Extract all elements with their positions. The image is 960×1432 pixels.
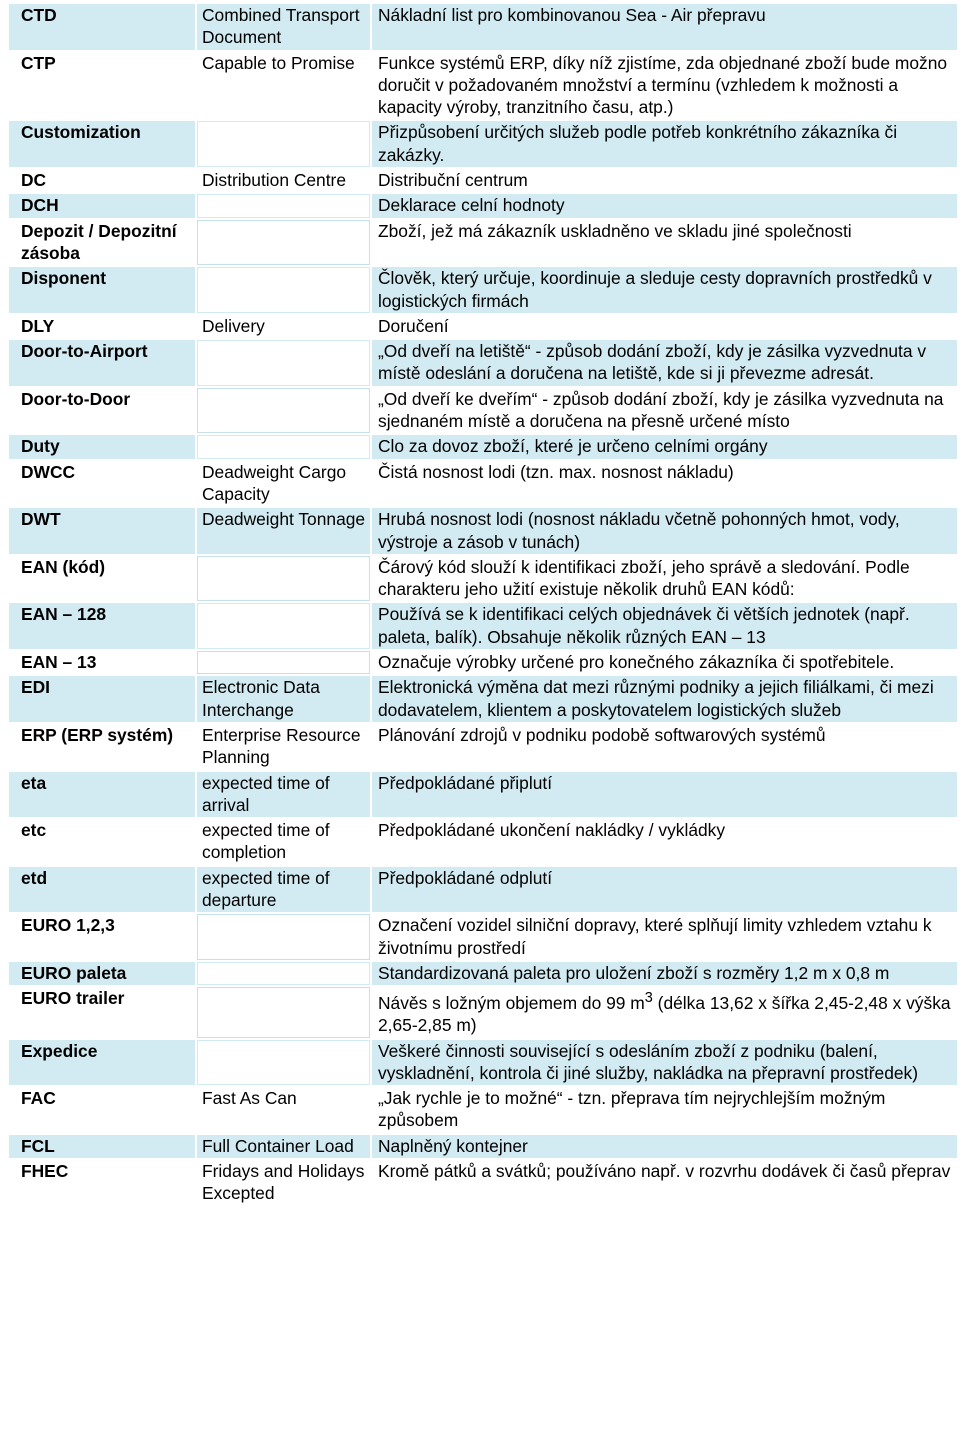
term-text: DLY — [21, 315, 55, 336]
glossary-row — [8, 219, 958, 267]
english-text: expected time of departure — [202, 867, 330, 910]
czech-text: Standardizovaná paleta pro uložení zboží s rozměry 1,2 m x 0,8 m — [378, 962, 890, 983]
english-meaning — [196, 913, 371, 961]
english-meaning — [196, 168, 371, 193]
english-meaning — [196, 51, 371, 121]
term-abbreviation — [8, 168, 196, 193]
english-meaning — [196, 3, 371, 51]
czech-definition — [371, 387, 958, 435]
term-text: CTP — [21, 52, 56, 73]
czech-definition — [371, 771, 958, 819]
term-text: FHEC — [21, 1161, 69, 1182]
english-meaning — [196, 507, 371, 555]
czech-definition — [371, 866, 958, 914]
english-meaning — [196, 460, 371, 508]
term-text: FAC — [21, 1088, 56, 1109]
czech-text: Předpokládané odplutí — [378, 867, 553, 888]
glossary-row — [8, 555, 958, 603]
glossary-row — [8, 1134, 958, 1159]
glossary-row — [8, 314, 958, 339]
czech-definition — [371, 460, 958, 508]
english-text: Distribution Centre — [202, 170, 347, 191]
glossary-table — [7, 2, 959, 1208]
term-abbreviation — [8, 555, 196, 603]
term-abbreviation — [8, 434, 196, 459]
term-text: EDI — [21, 677, 50, 698]
term-text: etc — [21, 820, 47, 841]
term-abbreviation — [8, 3, 196, 51]
czech-definition — [371, 434, 958, 459]
term-abbreviation — [8, 339, 196, 387]
english-text: Capable to Promise — [202, 52, 355, 73]
english-meaning — [196, 193, 371, 218]
english-text: Full Container Load — [202, 1135, 354, 1156]
glossary-row — [8, 460, 958, 508]
english-meaning — [196, 771, 371, 819]
term-abbreviation — [8, 120, 196, 168]
glossary-row — [8, 675, 958, 723]
term-abbreviation — [8, 1039, 196, 1087]
term-abbreviation — [8, 771, 196, 819]
czech-definition — [371, 120, 958, 168]
english-text: Delivery — [202, 315, 265, 336]
glossary-row — [8, 120, 958, 168]
czech-definition — [371, 3, 958, 51]
czech-text: Člověk, který určuje, koordinuje a sleduje cesty dopravních prostředků v logistických firmách — [378, 268, 932, 311]
term-abbreviation — [8, 723, 196, 771]
czech-definition — [371, 507, 958, 555]
czech-definition — [371, 219, 958, 267]
czech-text: Hrubá nosnost lodi (nosnost nákladu včetně pohonných hmot, vody, výstroje a zásob v tunách) — [378, 509, 900, 552]
term-text: EAN (kód) — [21, 556, 106, 577]
english-meaning — [196, 866, 371, 914]
glossary-row — [8, 986, 958, 1038]
term-text: Duty — [21, 436, 60, 457]
term-text: ERP (ERP systém) — [21, 724, 174, 745]
czech-definition — [371, 314, 958, 339]
czech-text: Přizpůsobení určitých služeb podle potřeb konkrétního zákazníka či zakázky. — [378, 122, 898, 165]
english-text: expected time of completion — [202, 820, 330, 863]
term-abbreviation — [8, 314, 196, 339]
czech-definition — [371, 723, 958, 771]
english-meaning — [196, 675, 371, 723]
term-abbreviation — [8, 818, 196, 866]
term-abbreviation — [8, 1086, 196, 1134]
glossary-row — [8, 507, 958, 555]
glossary-row — [8, 961, 958, 986]
term-text: DWCC — [21, 461, 76, 482]
english-meaning — [196, 555, 371, 603]
glossary-row — [8, 650, 958, 675]
czech-definition — [371, 193, 958, 218]
czech-text: Elektronická výměna dat mezi různými podniky a jejich filiálkami, či mezi dodavatelem, klientem a poskytovatelem logistických služeb — [378, 677, 934, 720]
czech-text: Naplněný kontejner — [378, 1135, 528, 1156]
english-meaning — [196, 219, 371, 267]
english-meaning — [196, 961, 371, 986]
english-meaning — [196, 1134, 371, 1159]
glossary-row — [8, 818, 958, 866]
glossary-row — [8, 51, 958, 121]
english-meaning — [196, 986, 371, 1038]
czech-definition — [371, 339, 958, 387]
czech-definition — [371, 986, 958, 1038]
glossary-row — [8, 771, 958, 819]
english-text: Fast As Can — [202, 1088, 297, 1109]
english-meaning — [196, 266, 371, 314]
term-text: EAN – 128 — [21, 604, 107, 625]
english-text: Deadweight Cargo Capacity — [202, 461, 347, 504]
term-abbreviation — [8, 913, 196, 961]
czech-text: Plánování zdrojů v podniku podobě softwarových systémů — [378, 724, 826, 745]
glossary-row — [8, 266, 958, 314]
czech-definition — [371, 913, 958, 961]
english-meaning — [196, 1086, 371, 1134]
glossary-body — [8, 3, 958, 1207]
term-text: Customization — [21, 122, 141, 143]
czech-text: Návěs s ložným objemem do 99 m — [378, 992, 645, 1013]
czech-text: Kromě pátků a svátků; používáno např. v rozvrhu dodávek či časů přeprav — [378, 1161, 951, 1182]
term-abbreviation — [8, 219, 196, 267]
czech-definition — [371, 650, 958, 675]
czech-definition — [371, 168, 958, 193]
term-text: Expedice — [21, 1040, 98, 1061]
czech-text: „Od dveří ke dveřím“ - způsob dodání zboží, kdy je zásilka vyzvednuta na sjednaném místě a doručena na přesně určené místo — [378, 388, 944, 432]
english-text: Enterprise Resource Planning — [202, 724, 361, 768]
glossary-row — [8, 913, 958, 961]
term-text: Depozit / Depozitní zásoba — [21, 220, 177, 263]
english-meaning — [196, 387, 371, 435]
czech-text: Funkce systémů ERP, díky níž zjistíme, zda objednané zboží bude možno doručit v požadovaném množství a termínu (vzhledem k možnosti a kapacity výroby, tranzitního času, atp.) — [378, 52, 948, 118]
term-abbreviation — [8, 266, 196, 314]
term-text: EAN – 13 — [21, 652, 97, 673]
term-text: eta — [21, 772, 47, 793]
czech-text: Veškeré činnosti související s odesláním zboží z podniku (balení, vyskladnění, kontrola či jiné služby, nakládka na přepravní prostředek) — [378, 1040, 919, 1083]
czech-text: Clo za dovoz zboží, které je určeno celními orgány — [378, 436, 768, 457]
term-text: Door-to-Door — [21, 388, 131, 409]
czech-text: Doručení — [378, 315, 449, 336]
english-meaning — [196, 120, 371, 168]
czech-definition — [371, 818, 958, 866]
czech-text: Čistá nosnost lodi (tzn. max. nosnost nákladu) — [378, 461, 734, 482]
glossary-row — [8, 168, 958, 193]
english-meaning — [196, 723, 371, 771]
czech-text: Označení vozidel silniční dopravy, které splňují limity vzhledem vztahu k životnímu prostředí — [378, 915, 932, 958]
czech-text: „Od dveří na letiště“ - způsob dodání zboží, kdy je zásilka vyzvednuta v místě odeslání a doručena na letiště, kde si ji převezme adresát. — [378, 341, 927, 384]
czech-text: Zboží, jež má zákazník uskladněno ve skladu jiné společnosti — [378, 220, 852, 241]
term-abbreviation — [8, 866, 196, 914]
glossary-row — [8, 3, 958, 51]
term-text: Door-to-Airport — [21, 341, 148, 362]
term-abbreviation — [8, 1134, 196, 1159]
term-text: EURO trailer — [21, 988, 125, 1009]
term-abbreviation — [8, 650, 196, 675]
english-meaning — [196, 1159, 371, 1207]
glossary-row — [8, 193, 958, 218]
term-text: DWT — [21, 509, 61, 530]
czech-text: Distribuční centrum — [378, 170, 528, 191]
czech-text: Deklarace celní hodnoty — [378, 195, 565, 216]
term-abbreviation — [8, 602, 196, 650]
term-text: Disponent — [21, 268, 107, 289]
term-text: etd — [21, 867, 48, 888]
term-text: EURO 1,2,3 — [21, 915, 115, 936]
english-meaning — [196, 1039, 371, 1087]
term-text: DCH — [21, 195, 59, 216]
english-meaning — [196, 818, 371, 866]
czech-definition — [371, 1134, 958, 1159]
term-abbreviation — [8, 1159, 196, 1207]
term-abbreviation — [8, 51, 196, 121]
term-abbreviation — [8, 460, 196, 508]
czech-definition — [371, 602, 958, 650]
czech-definition — [371, 266, 958, 314]
term-text: FCL — [21, 1135, 55, 1156]
term-abbreviation — [8, 387, 196, 435]
czech-text: Předpokládané ukončení nakládky / vykládky — [378, 820, 726, 841]
english-text: Fridays and Holidays Excepted — [202, 1161, 365, 1204]
glossary-row — [8, 602, 958, 650]
glossary-row — [8, 434, 958, 459]
czech-definition — [371, 961, 958, 986]
czech-definition — [371, 1039, 958, 1087]
term-abbreviation — [8, 193, 196, 218]
english-meaning — [196, 602, 371, 650]
term-abbreviation — [8, 961, 196, 986]
english-meaning — [196, 434, 371, 459]
term-text: CTD — [21, 5, 57, 25]
term-abbreviation — [8, 986, 196, 1038]
term-abbreviation — [8, 675, 196, 723]
english-text: Combined Transport Document — [202, 5, 360, 48]
czech-text: Nákladní list pro kombinovanou Sea - Air přepravu — [378, 5, 766, 25]
czech-superscript: 3 — [644, 990, 653, 1007]
czech-text: „Jak rychle je to možné“ - tzn. přeprava tím nejrychlejším možným způsobem — [378, 1088, 886, 1131]
english-meaning — [196, 339, 371, 387]
glossary-row — [8, 723, 958, 771]
czech-definition — [371, 555, 958, 603]
glossary-row — [8, 866, 958, 914]
czech-text-after: (délka 13,62 x šířka 2,45-2,48 x výška 2,65-2,85 m) — [378, 992, 951, 1036]
glossary-row — [8, 387, 958, 435]
english-text: expected time of arrival — [202, 772, 330, 815]
english-text: Electronic Data Interchange — [202, 677, 320, 720]
czech-text: Označuje výrobky určené pro konečného zákazníka či spotřebitele. — [378, 652, 895, 673]
czech-definition — [371, 675, 958, 723]
glossary-row — [8, 1159, 958, 1207]
english-meaning — [196, 650, 371, 675]
term-abbreviation — [8, 507, 196, 555]
glossary-row — [8, 1086, 958, 1134]
english-text: Deadweight Tonnage — [202, 509, 366, 530]
czech-text: Používá se k identifikaci celých objednávek či větších jednotek (např. paleta, balík). Obsahuje několik různých EAN – 13 — [378, 604, 910, 647]
czech-definition — [371, 51, 958, 121]
czech-text: Čárový kód slouží k identifikaci zboží, jeho správě a sledování. Podle charakteru jeho užití existuje několik druhů EAN kódů: — [378, 556, 910, 600]
term-text: DC — [21, 170, 47, 191]
czech-definition — [371, 1086, 958, 1134]
term-text: EURO paleta — [21, 962, 127, 983]
czech-text: Předpokládané připlutí — [378, 772, 553, 793]
czech-definition — [371, 1159, 958, 1207]
glossary-row — [8, 339, 958, 387]
english-meaning — [196, 314, 371, 339]
glossary-row — [8, 1039, 958, 1087]
